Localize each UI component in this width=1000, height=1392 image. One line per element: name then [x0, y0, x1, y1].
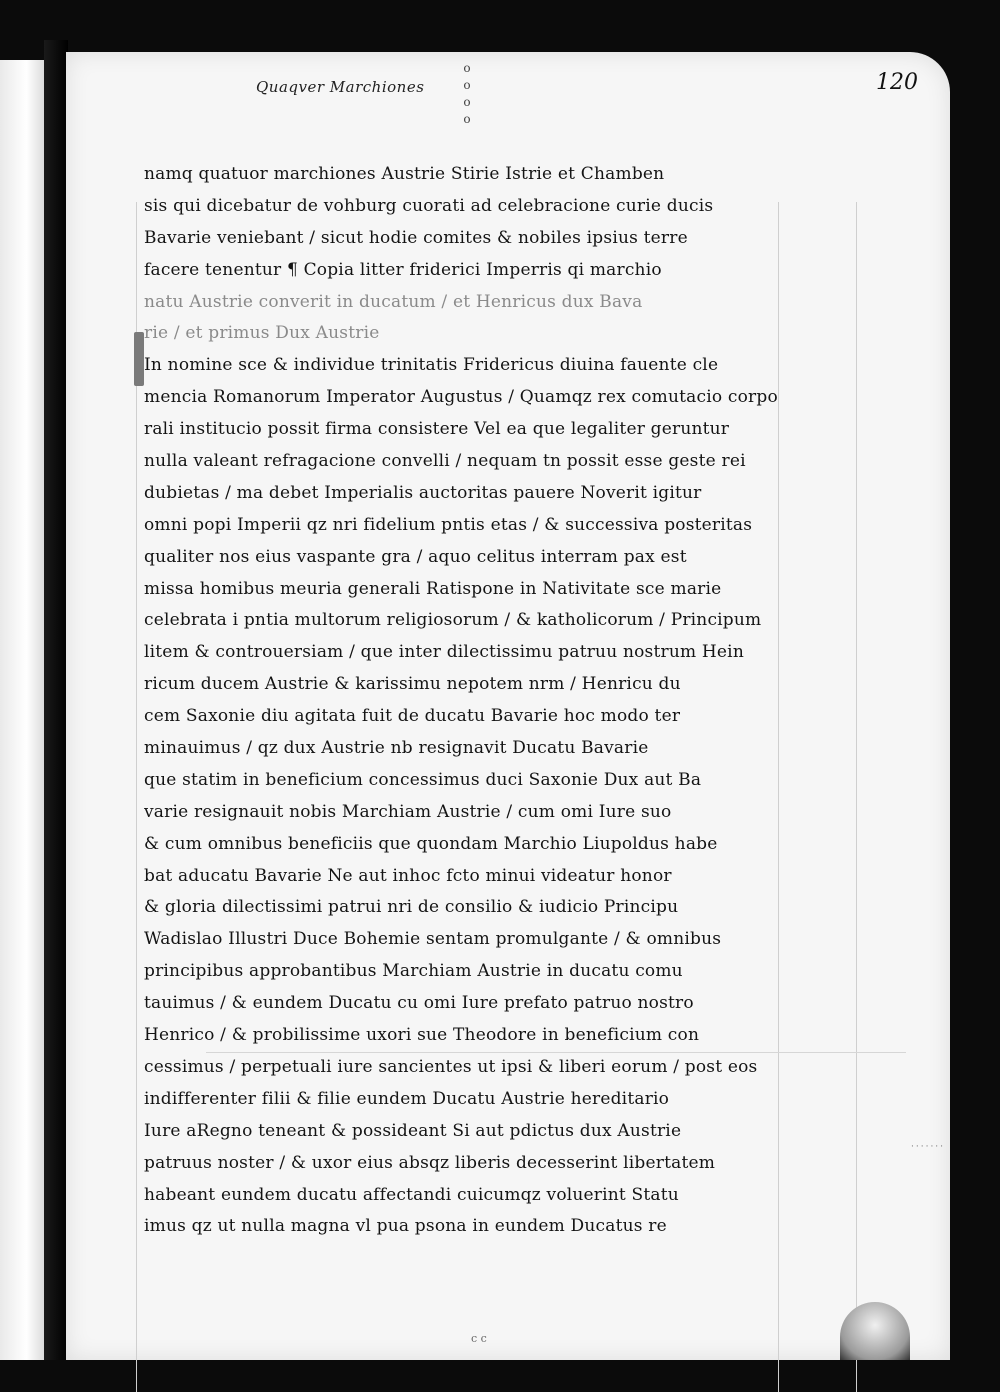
text-line: Bavarie veniebant / sicut hodie comites & nobiles ipsius terre [144, 227, 688, 248]
ruling-line-margin [856, 202, 857, 1392]
marginal-dots: o o o o [463, 61, 471, 126]
folio-number: 120 [876, 70, 918, 95]
text-line: patruus noster / & uxor eius absqz liberis decesserint libertatem [144, 1152, 716, 1173]
adjacent-page-edge [0, 60, 46, 1360]
text-line: principibus approbantibus Marchiam Austrie in ducatu comu [144, 961, 683, 982]
text-line: litem & controuersiam / que inter dilectissimu patruu nostrum Hein [144, 642, 744, 663]
gutter-shadow [44, 40, 68, 1360]
manuscript-text [144, 159, 784, 1243]
text-line: & cum omnibus beneficiis que quondam Marchio Liupoldus habe [144, 833, 718, 854]
text-line: que statim in beneficium concessimus duci Saxonie Dux aut Ba [144, 769, 702, 790]
text-line: & gloria dilectissimi patrui nri de consilio & iudicio Principu [144, 897, 679, 918]
text-line: Wadislao Illustri Duce Bohemie sentam promulgante / & omnibus [144, 929, 722, 950]
text-line: natu Austrie converit in ducatum / et Henricus dux Bava [144, 291, 643, 312]
text-line: cessimus / perpetuali iure sancientes ut ipsi & liberi eorum / post eos [144, 1056, 758, 1077]
text-line: rali institucio possit firma consistere Vel ea que legaliter geruntur [144, 419, 730, 440]
text-line: facere tenentur ¶ Copia litter friderici Imperris qi marchio [144, 259, 662, 280]
text-line: habeant eundem ducatu affectandi cuicumqz voluerint Statu [144, 1184, 679, 1205]
text-line: namq quatuor marchiones Austrie Stirie Istrie et Chamben [144, 164, 665, 184]
text-line: nulla valeant refragacione convelli / nequam tn possit esse geste rei [144, 451, 746, 472]
text-line: minauimus / qz dux Austrie nb resignavit Ducatu Bavarie [144, 738, 649, 759]
text-line: dubietas / ma debet Imperialis auctoritas pauere Noverit igitur [144, 482, 702, 503]
text-line: Iure aRegno teneant & possideant Si aut pdictus dux Austrie [144, 1120, 682, 1141]
text-line: sis qui dicebatur de vohburg cuorati ad celebracione curie ducis [144, 195, 714, 216]
text-line: bat aducatu Bavarie Ne aut inhoc fcto minui videatur honor [144, 865, 672, 886]
text-line: rie / et primus Dux Austrie [144, 323, 380, 344]
text-line: omni popi Imperii qz nri fidelium pntis etas / & successiva posteritas [144, 514, 753, 535]
text-line: tauimus / & eundem Ducatu cu omi Iure prefato patruo nostro [144, 993, 694, 1014]
text-line: mencia Romanorum Imperator Augustus / Quamqz rex comutacio corpo [144, 387, 778, 408]
text-line: Henrico / & probilissime uxori sue Theodore in beneficium con [144, 1025, 700, 1046]
decorated-initial [134, 332, 144, 386]
text-line: varie resignauit nobis Marchiam Austrie / cum omi Iure suo [144, 801, 672, 822]
bottom-mark: c c [471, 1332, 487, 1345]
text-line: celebrata i pntia multorum religiosorum / & katholicorum / Principum [144, 610, 762, 631]
text-line: indifferenter filii & filie eundem Ducatu Austrie hereditario [144, 1088, 670, 1109]
text-line: imus qz ut nulla magna vl pua psona in eundem Ducatus re [144, 1216, 667, 1237]
margin-speckles: ······· [911, 1142, 946, 1152]
marginal-note: Quaqver Marchiones [256, 78, 425, 96]
text-line: qualiter nos eius vaspante gra / aquo celitus interram pax est [144, 546, 687, 567]
text-line: In nomine sce & individue trinitatis Fridericus diuina fauente cle [144, 355, 719, 376]
text-line: ricum ducem Austrie & karissimu nepotem nrm / Henricu du [144, 674, 681, 695]
manuscript-page [66, 52, 950, 1360]
text-line: missa homibus meuria generali Ratispone in Nativitate sce marie [144, 578, 722, 599]
text-line: cem Saxonie diu agitata fuit de ducatu Bavarie hoc modo ter [144, 706, 681, 727]
